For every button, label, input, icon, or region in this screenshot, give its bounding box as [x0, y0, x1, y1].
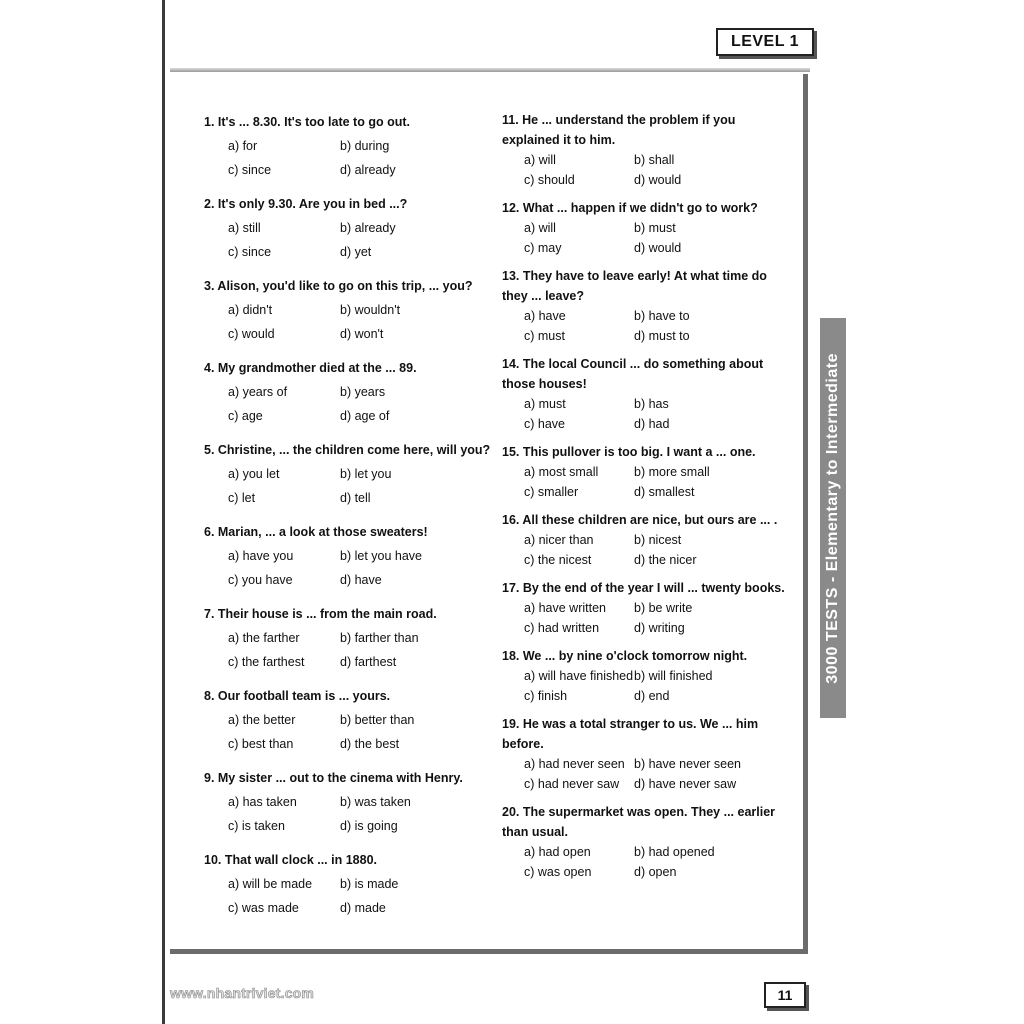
answer-options [204, 626, 494, 674]
answer-option-d[interactable]: d) have [340, 573, 382, 587]
answer-option-a[interactable]: a) will have finished [524, 669, 634, 683]
answer-option-a[interactable]: a) still [228, 221, 261, 235]
answer-option-a[interactable]: a) had never seen [524, 757, 625, 771]
answer-option-c[interactable]: c) must [524, 329, 565, 343]
page-edge [162, 0, 165, 1024]
answer-option-d[interactable]: d) farthest [340, 655, 397, 669]
answer-option-c[interactable]: c) had written [524, 621, 600, 635]
answer-option-c[interactable]: c) let [228, 491, 256, 505]
question-item [502, 578, 792, 638]
answer-option-c[interactable]: c) had never saw [524, 777, 620, 791]
answer-option-c[interactable]: c) smaller [524, 485, 579, 499]
side-banner-text: 3000 TESTS - Elementary to Intermediate [824, 352, 841, 684]
page-number: 11 [764, 982, 806, 1008]
answer-options [502, 462, 792, 502]
answer-option-b[interactable]: b) be write [634, 601, 693, 615]
answer-option-b[interactable]: b) will finished [634, 669, 713, 683]
answer-options [204, 298, 494, 346]
answer-options [502, 218, 792, 258]
answer-option-b[interactable]: b) had opened [634, 845, 715, 859]
answer-option-d[interactable]: d) is going [340, 819, 398, 833]
answer-option-a[interactable]: a) the better [228, 713, 296, 727]
question-item [502, 266, 792, 346]
answer-option-c[interactable]: c) is taken [228, 819, 285, 833]
question-item [204, 192, 494, 264]
answer-option-d[interactable]: d) already [340, 163, 396, 177]
answer-option-b[interactable]: b) have to [634, 309, 690, 323]
header-rule [170, 68, 810, 72]
question-text: 8. Our football team is ... yours. [204, 689, 391, 703]
question-text: 3. Alison, you'd like to go on this trip, ... you? [204, 279, 473, 293]
answer-options [204, 790, 494, 838]
answer-option-b[interactable]: b) let you [340, 467, 392, 481]
answer-option-c[interactable]: c) you have [228, 573, 293, 587]
answer-option-c[interactable]: c) was made [228, 901, 299, 915]
answer-option-a[interactable]: a) must [524, 397, 566, 411]
answer-option-d[interactable]: d) must to [634, 329, 690, 343]
question-item [502, 646, 792, 706]
question-text: 4. My grandmother died at the ... 89. [204, 361, 417, 375]
answer-option-a[interactable]: a) have written [524, 601, 606, 615]
answer-option-b[interactable]: b) must [634, 221, 676, 235]
answer-option-b[interactable]: b) years [340, 385, 386, 399]
answer-option-c[interactable]: c) would [228, 327, 275, 341]
question-item [204, 602, 494, 674]
answer-option-a[interactable]: a) had open [524, 845, 591, 859]
answer-option-c[interactable]: c) may [524, 241, 562, 255]
answer-options [502, 754, 792, 794]
answer-option-d[interactable]: d) would [634, 241, 682, 255]
answer-options [204, 134, 494, 182]
answer-option-d[interactable]: d) made [340, 901, 386, 915]
question-text: 19. He was a total stranger to us. We ... him before. [502, 717, 759, 751]
question-item [204, 438, 494, 510]
question-item [502, 714, 792, 794]
answer-option-d[interactable]: d) tell [340, 491, 371, 505]
question-item [204, 684, 494, 756]
question-text: 7. Their house is ... from the main road. [204, 607, 437, 621]
question-item [502, 198, 792, 258]
answer-option-a[interactable]: a) didn't [228, 303, 273, 317]
answer-option-b[interactable]: b) better than [340, 713, 415, 727]
answer-option-b[interactable]: b) farther than [340, 631, 419, 645]
question-text: 12. What ... happen if we didn't go to work? [502, 201, 758, 215]
question-item [204, 848, 494, 920]
footer-url[interactable]: www.nhantriviet.com [170, 985, 315, 1001]
answer-option-a[interactable]: a) most small [524, 465, 599, 479]
question-item [204, 356, 494, 428]
answer-option-a[interactable]: a) has taken [228, 795, 297, 809]
question-item [204, 274, 494, 346]
question-text: 18. We ... by nine o'clock tomorrow night. [502, 649, 748, 663]
answer-option-a[interactable]: a) years of [228, 385, 288, 399]
answer-option-a[interactable]: a) will [524, 221, 556, 235]
question-text: 6. Marian, ... a look at those sweaters! [204, 525, 428, 539]
question-item [502, 110, 792, 190]
question-text: 11. He ... understand the problem if you explained it to him. [502, 113, 736, 147]
answer-option-a[interactable]: a) will be made [228, 877, 313, 891]
answer-options [204, 462, 494, 510]
answer-option-a[interactable]: a) have you [228, 549, 294, 563]
answer-option-c[interactable]: c) finish [524, 689, 568, 703]
question-text: 14. The local Council ... do something about those houses! [502, 357, 764, 391]
answer-option-a[interactable]: a) you let [228, 467, 280, 481]
answer-options [502, 306, 792, 346]
question-text: 16. All these children are nice, but ours are ... . [502, 513, 778, 527]
answer-option-b[interactable]: b) is made [340, 877, 399, 891]
question-text: 17. By the end of the year I will ... twenty books. [502, 581, 785, 595]
answer-option-b[interactable]: b) already [340, 221, 396, 235]
question-text: 1. It's ... 8.30. It's too late to go out. [204, 115, 410, 129]
answer-options [502, 598, 792, 638]
answer-option-b[interactable]: b) have never seen [634, 757, 742, 771]
question-item [502, 442, 792, 502]
answer-option-d[interactable]: d) won't [340, 327, 384, 341]
question-item [204, 520, 494, 592]
side-banner [820, 318, 846, 718]
answer-option-c[interactable]: c) have [524, 417, 565, 431]
answer-options [204, 872, 494, 920]
right-question-column [502, 110, 792, 882]
answer-option-c[interactable]: c) was open [524, 865, 592, 879]
answer-option-b[interactable]: b) wouldn't [340, 303, 401, 317]
question-item [204, 110, 494, 182]
answer-option-d[interactable]: d) the nicer [634, 553, 697, 567]
answer-option-d[interactable]: d) yet [340, 245, 372, 259]
answer-option-c[interactable]: c) the farthest [228, 655, 305, 669]
question-item [204, 766, 494, 838]
answer-option-d[interactable]: d) age of [340, 409, 390, 423]
answer-option-d[interactable]: d) had [634, 417, 670, 431]
answer-options [204, 380, 494, 428]
answer-option-d[interactable]: d) end [634, 689, 670, 703]
answer-options [204, 708, 494, 756]
answer-options [502, 666, 792, 706]
answer-option-b[interactable]: b) during [340, 139, 390, 153]
answer-options [502, 530, 792, 570]
answer-options [204, 544, 494, 592]
answer-option-c[interactable]: c) should [524, 173, 575, 187]
question-text: 13. They have to leave early! At what time do they ... leave? [502, 269, 767, 303]
level-badge: LEVEL 1 [716, 28, 814, 56]
answer-option-b[interactable]: b) shall [634, 153, 675, 167]
answer-option-c[interactable]: c) since [228, 163, 272, 177]
answer-option-c[interactable]: c) best than [228, 737, 294, 751]
answer-option-a[interactable]: a) for [228, 139, 258, 153]
answer-option-c[interactable]: c) age [228, 409, 263, 423]
answer-option-b[interactable]: b) let you have [340, 549, 422, 563]
answer-option-b[interactable]: b) was taken [340, 795, 411, 809]
answer-option-a[interactable]: a) nicer than [524, 533, 594, 547]
answer-option-d[interactable]: d) writing [634, 621, 685, 635]
question-text: 9. My sister ... out to the cinema with Henry. [204, 771, 463, 785]
answer-options [502, 150, 792, 190]
answer-option-d[interactable]: d) open [634, 865, 677, 879]
answer-options [502, 394, 792, 434]
answer-option-a[interactable]: a) the farther [228, 631, 300, 645]
answer-option-c[interactable]: c) since [228, 245, 272, 259]
question-item [502, 354, 792, 434]
question-text: 5. Christine, ... the children come here, will you? [204, 443, 491, 457]
answer-option-d[interactable]: d) the best [340, 737, 400, 751]
answer-options [204, 216, 494, 264]
question-item [502, 510, 792, 570]
question-text: 15. This pullover is too big. I want a ... one. [502, 445, 756, 459]
answer-options [502, 842, 792, 882]
question-text: 2. It's only 9.30. Are you in bed ...? [204, 197, 408, 211]
answer-option-d[interactable]: d) have never saw [634, 777, 737, 791]
answer-option-b[interactable]: b) more small [634, 465, 710, 479]
question-item [502, 802, 792, 882]
question-text: 10. That wall clock ... in 1880. [204, 853, 377, 867]
answer-option-d[interactable]: d) smallest [634, 485, 695, 499]
answer-option-c[interactable]: c) the nicest [524, 553, 592, 567]
page-margin [0, 0, 163, 1024]
answer-option-d[interactable]: d) would [634, 173, 682, 187]
answer-option-b[interactable]: b) has [634, 397, 669, 411]
left-question-column [204, 110, 494, 920]
answer-option-a[interactable]: a) have [524, 309, 566, 323]
question-text: 20. The supermarket was open. They ... earlier than usual. [502, 805, 776, 839]
answer-option-a[interactable]: a) will [524, 153, 556, 167]
answer-option-b[interactable]: b) nicest [634, 533, 682, 547]
